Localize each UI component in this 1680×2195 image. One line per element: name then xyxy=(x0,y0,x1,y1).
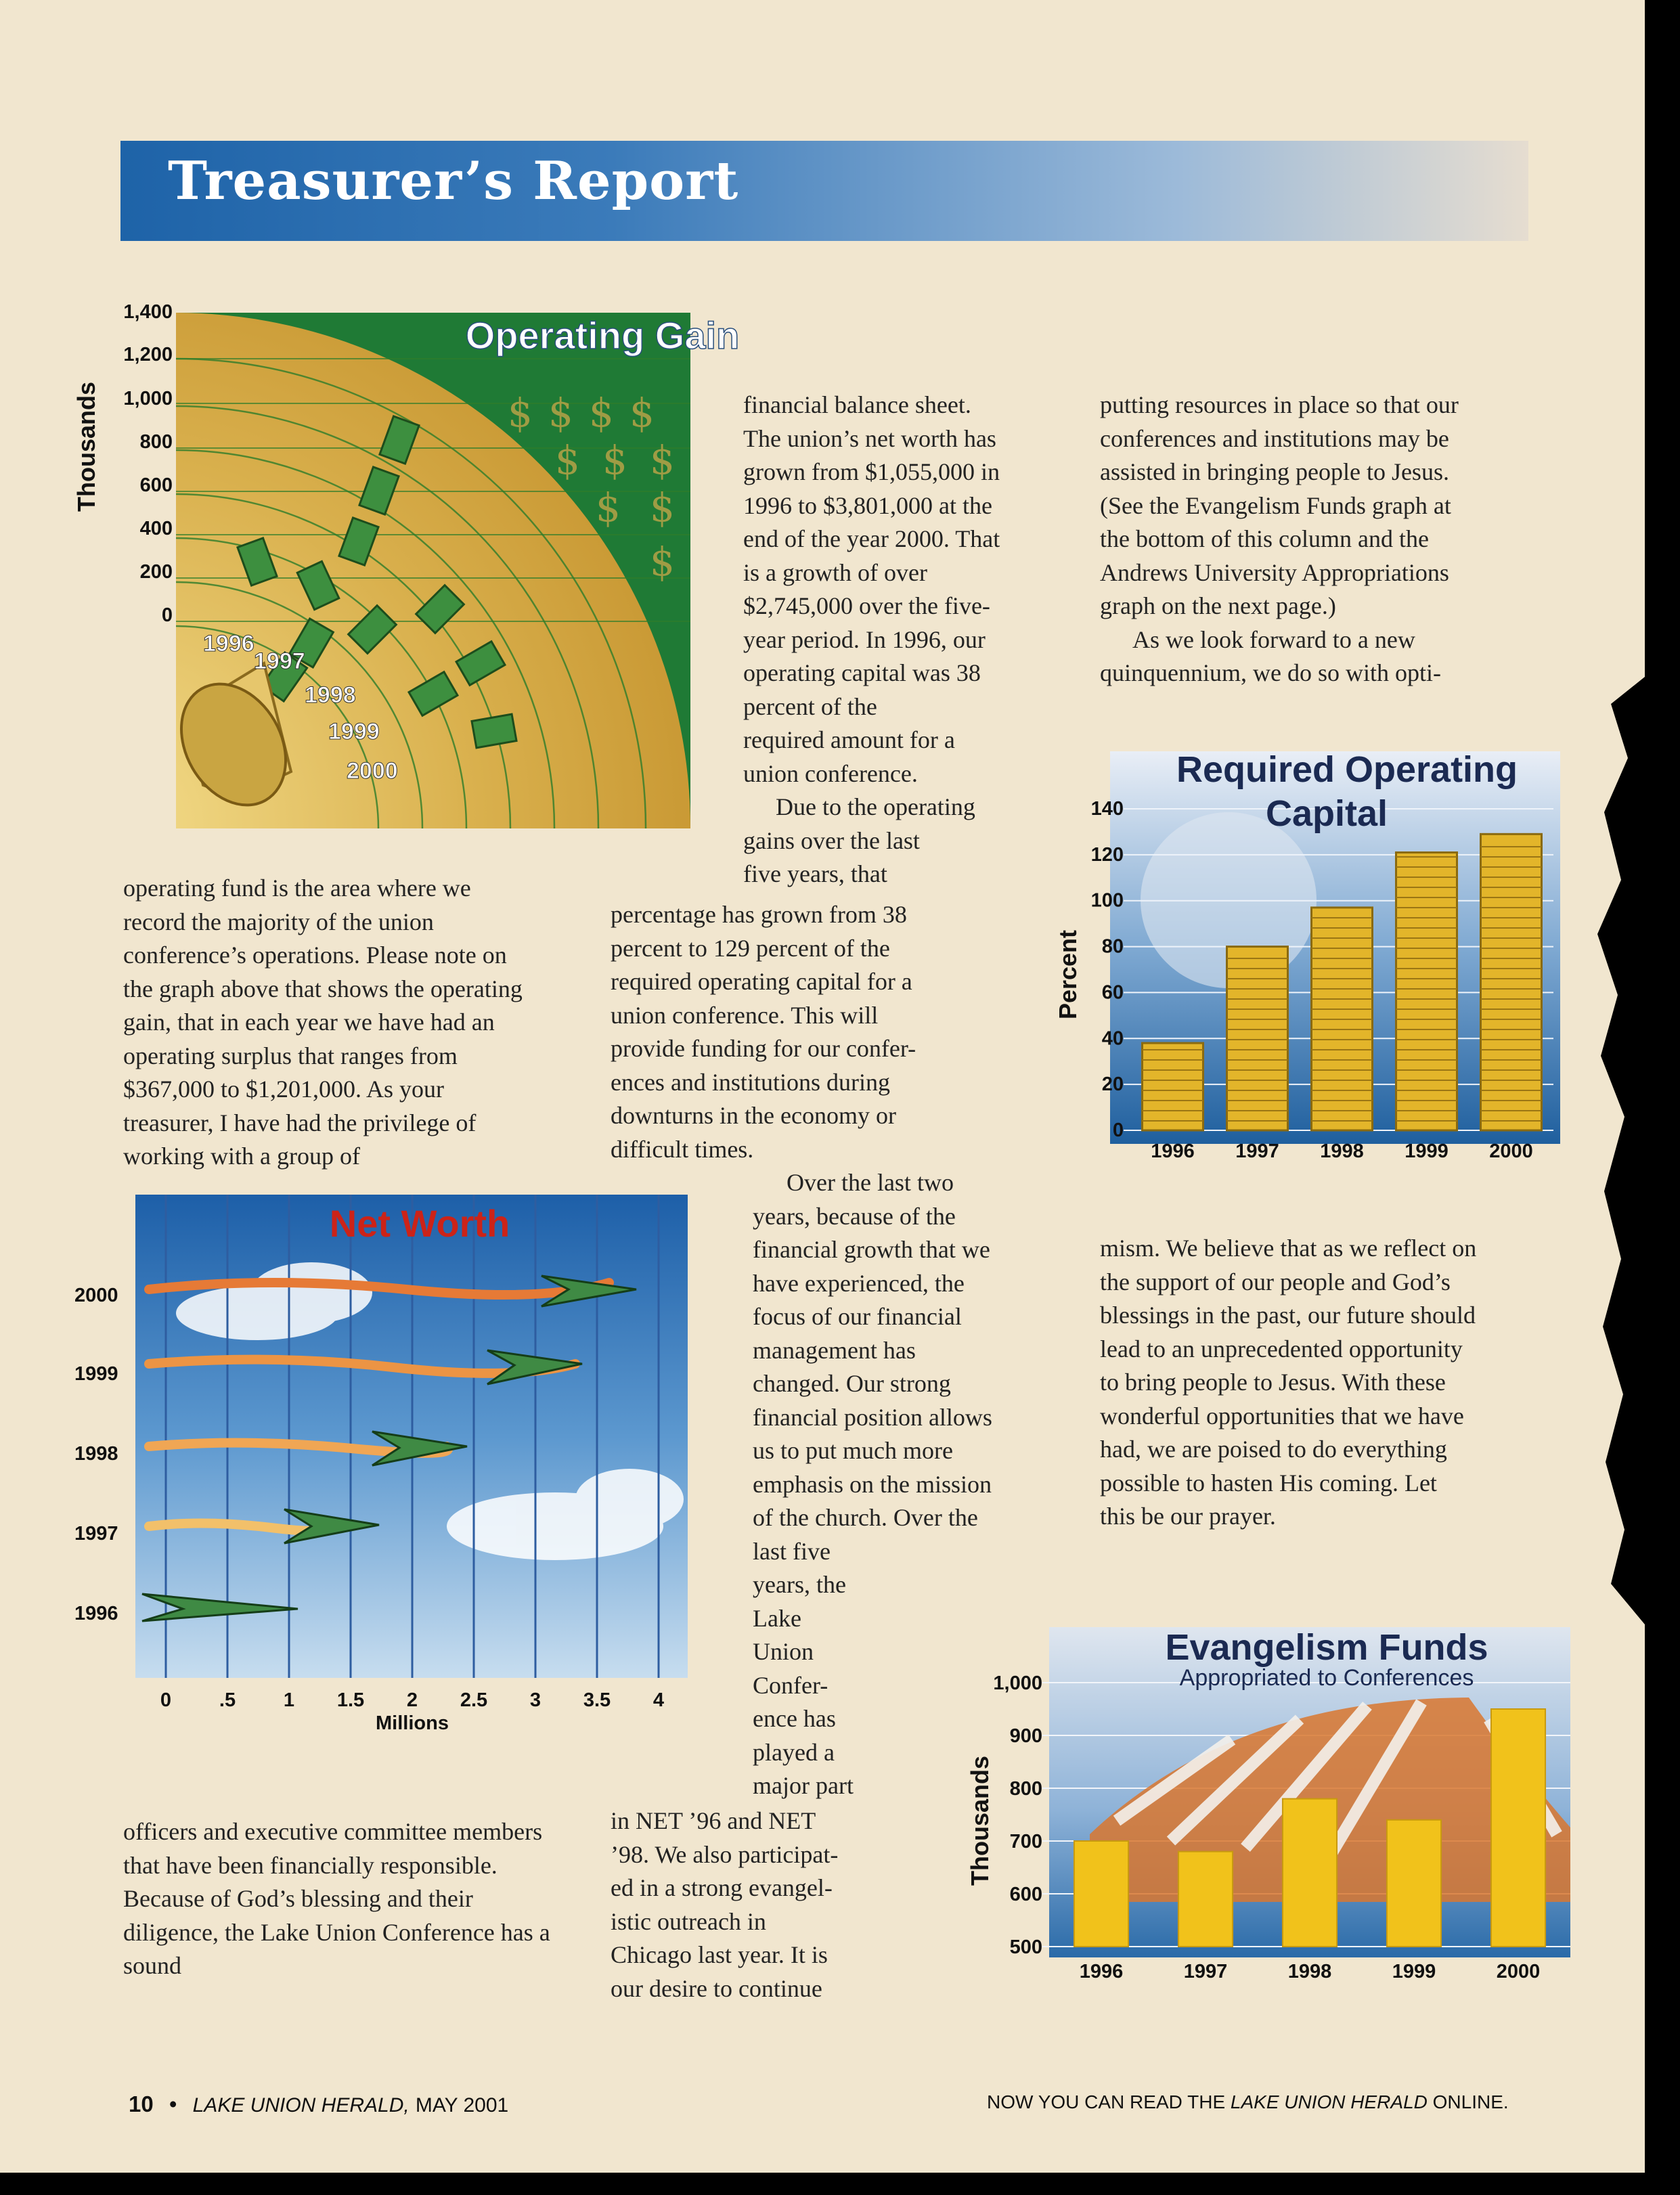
text-line: Due to the operating xyxy=(776,793,975,820)
year-1998: 1998 xyxy=(74,1443,118,1465)
text-line: graph on the next page.) xyxy=(1100,592,1336,619)
net-worth-year-labels xyxy=(74,1285,118,1624)
text-line: union conference. This will xyxy=(611,1001,879,1029)
year-1999: 1999 xyxy=(74,1363,118,1385)
text-line: ’98. We also participat- xyxy=(611,1840,839,1868)
text-line: putting resources in place so that our xyxy=(1100,391,1459,418)
xtick-2.5: 2.5 xyxy=(460,1689,488,1711)
text-line: percent to 129 percent of the xyxy=(611,934,890,962)
text-line: us to put much more xyxy=(753,1437,953,1464)
ytick-0: 0 xyxy=(161,604,173,626)
roc-title-line2: Capital xyxy=(1265,793,1388,834)
text-line: major part xyxy=(753,1772,854,1799)
text-line: emphasis on the mission xyxy=(753,1470,992,1498)
roc-ytick: 60 xyxy=(1101,981,1124,1004)
text-line: Over the last two xyxy=(787,1169,954,1196)
ev-ytick: 600 xyxy=(1009,1884,1042,1905)
svg-text:$: $ xyxy=(650,539,675,585)
text-line: operating capital was 38 xyxy=(743,659,981,686)
net-worth-chart xyxy=(68,1195,704,1736)
roc-xtick-1999: 1999 xyxy=(1405,1140,1449,1162)
footer-right xyxy=(987,2091,1509,2113)
text-line: changed. Our strong xyxy=(753,1370,951,1397)
text-line: Confer- xyxy=(753,1671,828,1699)
footer-bullet: • xyxy=(169,2091,177,2116)
text-line: years, the xyxy=(753,1571,846,1598)
ev-bar-1997 xyxy=(1178,1852,1233,1947)
text-line: wonderful opportunities that we have xyxy=(1100,1402,1464,1429)
text-line: Lake xyxy=(753,1604,801,1632)
text-line: financial growth that we xyxy=(753,1236,990,1263)
text-line: management has xyxy=(753,1336,916,1364)
text-line: ence has xyxy=(753,1705,836,1732)
year-1996: 1996 xyxy=(74,1603,118,1624)
footer-right-prefix: NOW YOU CAN READ THE xyxy=(987,2091,1226,2112)
roc-ytick: 120 xyxy=(1090,843,1124,866)
net-worth-xlabel: Millions xyxy=(376,1712,449,1734)
ev-ytick: 500 xyxy=(1009,1936,1042,1958)
ev-ytick: 1,000 xyxy=(993,1672,1042,1694)
column1-top-text: operating fund is the area where we record the majority of the union conference’s operations. Please note on the graph above that shows the operating gain, that in each year we have had an operating surplus that ranges from $367,000 to $1,201,000. As your treasurer, I have had the privilege of working with a group of xyxy=(123,874,523,1170)
ev-subtitle: Appropriated to Conferences xyxy=(1179,1665,1474,1691)
text-line: gains over the last xyxy=(743,826,920,854)
svg-text:$: $ xyxy=(629,390,655,436)
text-line: played a xyxy=(753,1738,835,1766)
ytick-400: 400 xyxy=(139,518,173,539)
ev-xticks xyxy=(1080,1961,1541,1982)
text-line: ences and institutions during xyxy=(611,1068,890,1096)
svg-text:$: $ xyxy=(650,437,675,483)
ev-ytick: 900 xyxy=(1009,1725,1042,1747)
page-title: Treasurer’s Report xyxy=(168,150,739,212)
column3-middle-text xyxy=(1100,1232,1560,1534)
ytick-1400: 1,400 xyxy=(123,301,173,323)
ev-ylabel: Thousands xyxy=(966,1755,994,1886)
text-line: union conference. xyxy=(743,759,918,787)
text-line: end of the year 2000. That xyxy=(743,525,1000,552)
operating-gain-title: Operating Gain xyxy=(465,314,740,357)
net-worth-title: Net Worth xyxy=(329,1202,510,1245)
text-line: this be our prayer. xyxy=(1100,1503,1276,1530)
xtick-2: 2 xyxy=(406,1689,418,1711)
text-line: last five xyxy=(753,1537,831,1565)
xtick-1.5: 1.5 xyxy=(336,1689,365,1711)
text-line: provide funding for our confer- xyxy=(611,1035,916,1062)
text-line: The union’s net worth has xyxy=(743,424,996,452)
svg-text:$: $ xyxy=(548,390,573,436)
footer-left xyxy=(129,2091,508,2117)
footer-right-suffix: ONLINE. xyxy=(1432,2091,1509,2112)
text-line: assisted in bringing people to Jesus. xyxy=(1100,458,1449,485)
required-operating-capital-chart xyxy=(1042,745,1570,1178)
text-line: blessings in the past, our future should xyxy=(1100,1302,1476,1329)
roc-xtick-2000: 2000 xyxy=(1489,1140,1533,1162)
text-line: the bottom of this column and the xyxy=(1100,525,1429,552)
svg-text:$: $ xyxy=(596,485,621,531)
column2-block-b xyxy=(611,898,1030,1166)
column3-top-text xyxy=(1100,389,1547,690)
text-line: conferences and institutions may be xyxy=(1100,424,1449,452)
ytick-600: 600 xyxy=(139,474,173,496)
xtick-4: 4 xyxy=(653,1689,665,1711)
torn-edge xyxy=(1564,677,1645,1624)
net-worth-xticks xyxy=(160,1689,664,1711)
ev-bar-2000 xyxy=(1491,1709,1545,1947)
year-label-1999: 1999 xyxy=(328,719,380,745)
text-line: $2,745,000 over the five- xyxy=(743,592,990,619)
ytick-1200: 1,200 xyxy=(123,344,173,365)
text-line: five years, that xyxy=(743,860,887,887)
footer-right-publication: LAKE UNION HERALD xyxy=(1230,2091,1428,2112)
text-line: mism. We believe that as we reflect on xyxy=(1100,1235,1477,1262)
text-line: financial position allows xyxy=(753,1403,992,1431)
text-line: possible to hasten His coming. Let xyxy=(1100,1469,1437,1496)
text-line: required amount for a xyxy=(743,726,955,753)
svg-text:$: $ xyxy=(508,390,533,436)
text-line: quinquennium, we do so with opti- xyxy=(1100,659,1441,686)
year-label-1996: 1996 xyxy=(203,631,255,657)
xtick-0: 0 xyxy=(160,1689,172,1711)
text-line: to bring people to Jesus. With these xyxy=(1100,1369,1446,1396)
xtick-1: 1 xyxy=(283,1689,295,1711)
column1-bottom-text: officers and executive committee members that have been financially responsible. Because of God’s blessing and their diligence, the Lake Union Conference has a sound xyxy=(123,1818,550,1979)
roc-bar-1997 xyxy=(1227,947,1288,1130)
roc-ytick: 40 xyxy=(1101,1027,1124,1050)
roc-bar-2000 xyxy=(1481,834,1542,1130)
ev-ytick: 700 xyxy=(1009,1831,1042,1853)
column2-block-d xyxy=(611,1804,895,2005)
ev-xtick-1999: 1999 xyxy=(1392,1961,1436,1982)
text-line: 1996 to $3,801,000 at the xyxy=(743,491,992,519)
year-1997: 1997 xyxy=(74,1523,118,1545)
footer-date: MAY 2001 xyxy=(415,2094,509,2116)
operating-gain-yticks xyxy=(123,301,173,626)
operating-gain-chart xyxy=(68,298,740,839)
roc-bar-1999 xyxy=(1396,852,1457,1130)
ev-xtick-1997: 1997 xyxy=(1183,1961,1228,1982)
roc-bar-1996 xyxy=(1143,1043,1203,1130)
ev-ytick: 800 xyxy=(1009,1778,1042,1800)
year-label-1997: 1997 xyxy=(254,648,305,674)
roc-ytick: 100 xyxy=(1090,889,1124,912)
text-line: required operating capital for a xyxy=(611,968,912,995)
ev-xtick-1998: 1998 xyxy=(1287,1961,1332,1982)
roc-xtick-1996: 1996 xyxy=(1151,1140,1195,1162)
ev-xtick-2000: 2000 xyxy=(1496,1961,1541,1982)
text-line: difficult times. xyxy=(611,1135,754,1163)
svg-text:$: $ xyxy=(589,390,614,436)
text-line: Andrews University Appropriations xyxy=(1100,558,1449,586)
ev-xtick-1996: 1996 xyxy=(1079,1961,1124,1982)
text-line: percent of the xyxy=(743,692,877,720)
svg-text:$: $ xyxy=(650,485,675,531)
text-line: (See the Evangelism Funds graph at xyxy=(1100,491,1451,519)
roc-xtick-1998: 1998 xyxy=(1320,1140,1364,1162)
ev-bar-1998 xyxy=(1283,1799,1337,1947)
operating-gain-ylabel: Thousands xyxy=(72,381,100,512)
page-number: 10 xyxy=(129,2091,154,2116)
svg-text:$: $ xyxy=(602,437,627,483)
roc-ylabel: Percent xyxy=(1054,929,1082,1020)
text-line: As we look forward to a new xyxy=(1132,625,1415,653)
text-line: Chicago last year. It is xyxy=(611,1941,828,1968)
text-line: have experienced, the xyxy=(753,1269,965,1297)
roc-ytick: 80 xyxy=(1101,935,1124,958)
text-line: ed in a strong evangel- xyxy=(611,1874,833,1901)
footer-publication: LAKE UNION HERALD, xyxy=(192,2094,410,2116)
text-line: grown from $1,055,000 in xyxy=(743,458,1000,485)
roc-title-line1: Required Operating xyxy=(1176,749,1518,790)
year-2000: 2000 xyxy=(74,1285,118,1306)
year-label-1998: 1998 xyxy=(305,682,356,708)
ytick-800: 800 xyxy=(139,431,173,453)
text-line: lead to an unprecedented opportunity xyxy=(1100,1335,1463,1362)
roc-ytick: 140 xyxy=(1090,798,1124,820)
text-line: year period. In 1996, our xyxy=(743,625,986,653)
ev-yticks xyxy=(993,1672,1042,1958)
roc-ytick: 0 xyxy=(1112,1119,1124,1141)
year-label-2000: 2000 xyxy=(347,758,398,784)
roc-xtick-1997: 1997 xyxy=(1235,1140,1279,1162)
xtick-0.5: .5 xyxy=(219,1689,236,1711)
evangelism-funds-chart xyxy=(948,1618,1577,2003)
ev-bar-1996 xyxy=(1074,1841,1128,1947)
xtick-3.5: 3.5 xyxy=(583,1689,611,1711)
text-line: our desire to continue xyxy=(611,1974,822,2002)
text-line: financial balance sheet. xyxy=(743,391,971,418)
xtick-3: 3 xyxy=(529,1689,541,1711)
ytick-1000: 1,000 xyxy=(123,388,173,409)
ev-bar-1999 xyxy=(1387,1820,1441,1947)
text-line: had, we are poised to do everything xyxy=(1100,1436,1447,1463)
text-line: is a growth of over xyxy=(743,558,927,586)
roc-ytick: 20 xyxy=(1101,1073,1124,1096)
text-line: years, because of the xyxy=(753,1202,956,1230)
ytick-200: 200 xyxy=(139,561,173,583)
text-line: of the church. Over the xyxy=(753,1504,978,1531)
text-line: istic outreach in xyxy=(611,1907,766,1935)
text-line: downturns in the economy or xyxy=(611,1102,896,1129)
text-line: the support of our people and God’s xyxy=(1100,1268,1451,1295)
text-line: percentage has grown from 38 xyxy=(611,901,907,928)
text-line: in NET ’96 and NET xyxy=(611,1807,816,1834)
text-line: Union xyxy=(753,1638,814,1665)
svg-text:$: $ xyxy=(555,437,580,483)
text-line: focus of our financial xyxy=(753,1303,962,1330)
column2-block-a xyxy=(743,389,1068,891)
ev-title: Evangelism Funds xyxy=(1165,1627,1488,1668)
